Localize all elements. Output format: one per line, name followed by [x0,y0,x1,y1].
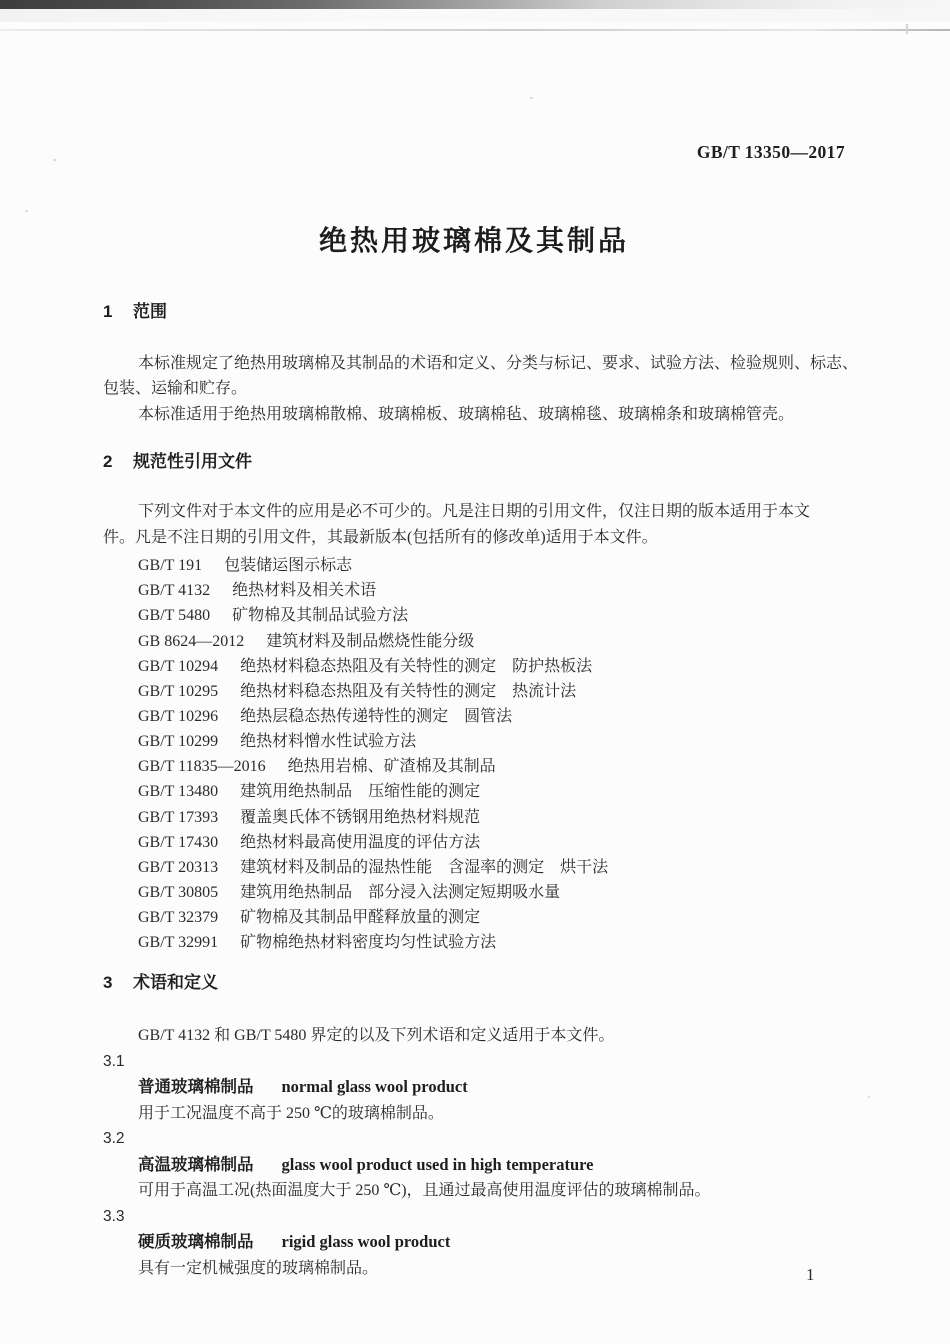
reference-code: GB/T 20313 [138,858,219,876]
term-definition: 具有一定机械强度的玻璃棉制品。 [138,1259,379,1277]
reference-item [103,805,845,830]
reference-title: 建筑用绝热制品 部分浸入法测定短期吸水量 [240,884,561,902]
paragraph-line: 本标准规定了绝热用玻璃棉及其制品的术语和定义、分类与标记、要求、试验方法、检验规则、标志、 [138,355,859,372]
paragraph-line: 下列文件对于本文件的应用是必不可少的。凡是注日期的引用文件，仅注日期的版本适用于本文 [138,503,811,521]
term-heading [103,1152,845,1178]
section-heading-normative-references [103,451,845,473]
reference-title: 绝热材料稳态热阻及有关特性的测定 防护热板法 [240,657,593,675]
section-references-intro [103,499,845,550]
reference-code: GB/T 5480 [138,607,211,625]
standard-code: GB/T 13350—2017 [696,142,845,162]
reference-item [103,930,845,955]
reference-item [103,578,845,603]
reference-item [103,855,845,880]
term-heading [103,1074,845,1100]
term-zh: 普通玻璃棉制品 [138,1078,254,1097]
terms-list [103,1049,845,1281]
paragraph-line: 包装、运输和贮存。 [103,380,248,398]
reference-title: 建筑材料及制品燃烧性能分级 [266,632,475,650]
term-zh: 硬质玻璃棉制品 [138,1233,254,1252]
scan-speck [868,1096,870,1098]
term-number: 3.2 [103,1130,125,1148]
page-number: 1 [806,1265,815,1284]
term-en: normal glass wool product [281,1077,468,1097]
reference-code: GB/T 32379 [138,909,219,927]
scan-speck [53,159,56,161]
section-number: 1 [103,302,113,321]
reference-code: GB/T 17430 [138,833,219,851]
section-number: 2 [103,452,113,472]
reference-item [103,905,845,930]
reference-code: GB/T 10299 [138,733,219,751]
reference-title: 建筑材料及制品的湿热性能 含湿率的测定 烘干法 [240,858,609,876]
reference-code: GB/T 17393 [138,808,219,826]
reference-code: GB/T 191 [138,557,203,575]
reference-item [103,729,845,754]
reference-code: GB/T 30805 [138,884,219,902]
reference-title: 矿物棉及其制品甲醛释放量的测定 [240,909,481,927]
paragraph-line: GB/T 4132 和 GB/T 5480 界定的以及下列术语和定义适用于本文件。 [138,1026,615,1044]
section-number: 3 [103,972,113,992]
reference-item [103,679,845,704]
paragraph-line: 本标准适用于绝热用玻璃棉散棉、玻璃棉板、玻璃棉毡、玻璃棉毯、玻璃棉条和玻璃棉管壳。 [138,405,795,423]
reference-title: 包装储运图示标志 [224,557,353,575]
reference-code: GB/T 10294 [138,657,219,675]
section-scope-body [103,351,859,427]
reference-title: 矿物棉及其制品试验方法 [232,607,409,625]
reference-code: GB/T 11835—2016 [138,758,266,776]
reference-item [103,629,845,654]
reference-item [103,603,845,628]
reference-title: 绝热材料最高使用温度的评估方法 [240,833,481,851]
document-title: 绝热用玻璃棉及其制品 [318,225,629,256]
term-en: glass wool product used in high temperature [281,1154,594,1174]
term-en: rigid glass wool product [281,1232,451,1252]
scan-crease-tick [906,24,908,34]
reference-item [103,754,845,779]
section-heading-scope [103,301,845,323]
reference-item [103,553,845,578]
reference-title: 覆盖奥氏体不锈钢用绝热材料规范 [240,808,481,826]
reference-title: 绝热材料稳态热阻及有关特性的测定 热流计法 [240,682,577,700]
reference-code: GB/T 10296 [138,707,219,725]
section-title: 规范性引用文件 [133,452,252,472]
reference-title: 建筑用绝热制品 压缩性能的测定 [240,783,481,801]
reference-title: 绝热材料及相关术语 [232,582,377,600]
reference-title: 矿物棉绝热材料密度均匀性试验方法 [240,934,497,952]
reference-title: 绝热材料憎水性试验方法 [240,733,417,751]
paragraph-line: 件。凡是不注日期的引用文件，其最新版本(包括所有的修改单)适用于本文件。 [103,528,658,546]
reference-item [103,704,845,729]
reference-code: GB/T 4132 [138,582,211,600]
reference-code: GB 8624—2012 [138,632,245,650]
reference-list [103,553,845,956]
section-title: 范围 [133,302,167,321]
term-definition: 可用于高温工况(热面温度大于 250 ℃)，且通过最高使用温度评估的玻璃棉制品。 [138,1182,711,1200]
section-heading-terms-definitions [103,972,845,994]
reference-title: 绝热用岩棉、矿渣棉及其制品 [287,758,496,776]
section-title: 术语和定义 [133,972,218,992]
reference-item [103,779,845,804]
reference-item [103,830,845,855]
reference-code: GB/T 13480 [138,783,219,801]
term-heading [103,1229,845,1255]
term-number: 3.1 [103,1052,125,1070]
reference-code: GB/T 10295 [138,682,219,700]
section-terms-intro [103,1023,845,1048]
reference-title: 绝热层稳态热传递特性的测定 圆管法 [240,707,513,725]
page-content [103,0,859,1281]
term-zh: 高温玻璃棉制品 [138,1155,254,1174]
term-number: 3.3 [103,1207,125,1225]
reference-item [103,880,845,905]
scan-speck [25,210,28,212]
reference-code: GB/T 32991 [138,934,219,952]
term-definition: 用于工况温度不高于 250 ℃的玻璃棉制品。 [138,1104,444,1122]
reference-item [103,654,845,679]
